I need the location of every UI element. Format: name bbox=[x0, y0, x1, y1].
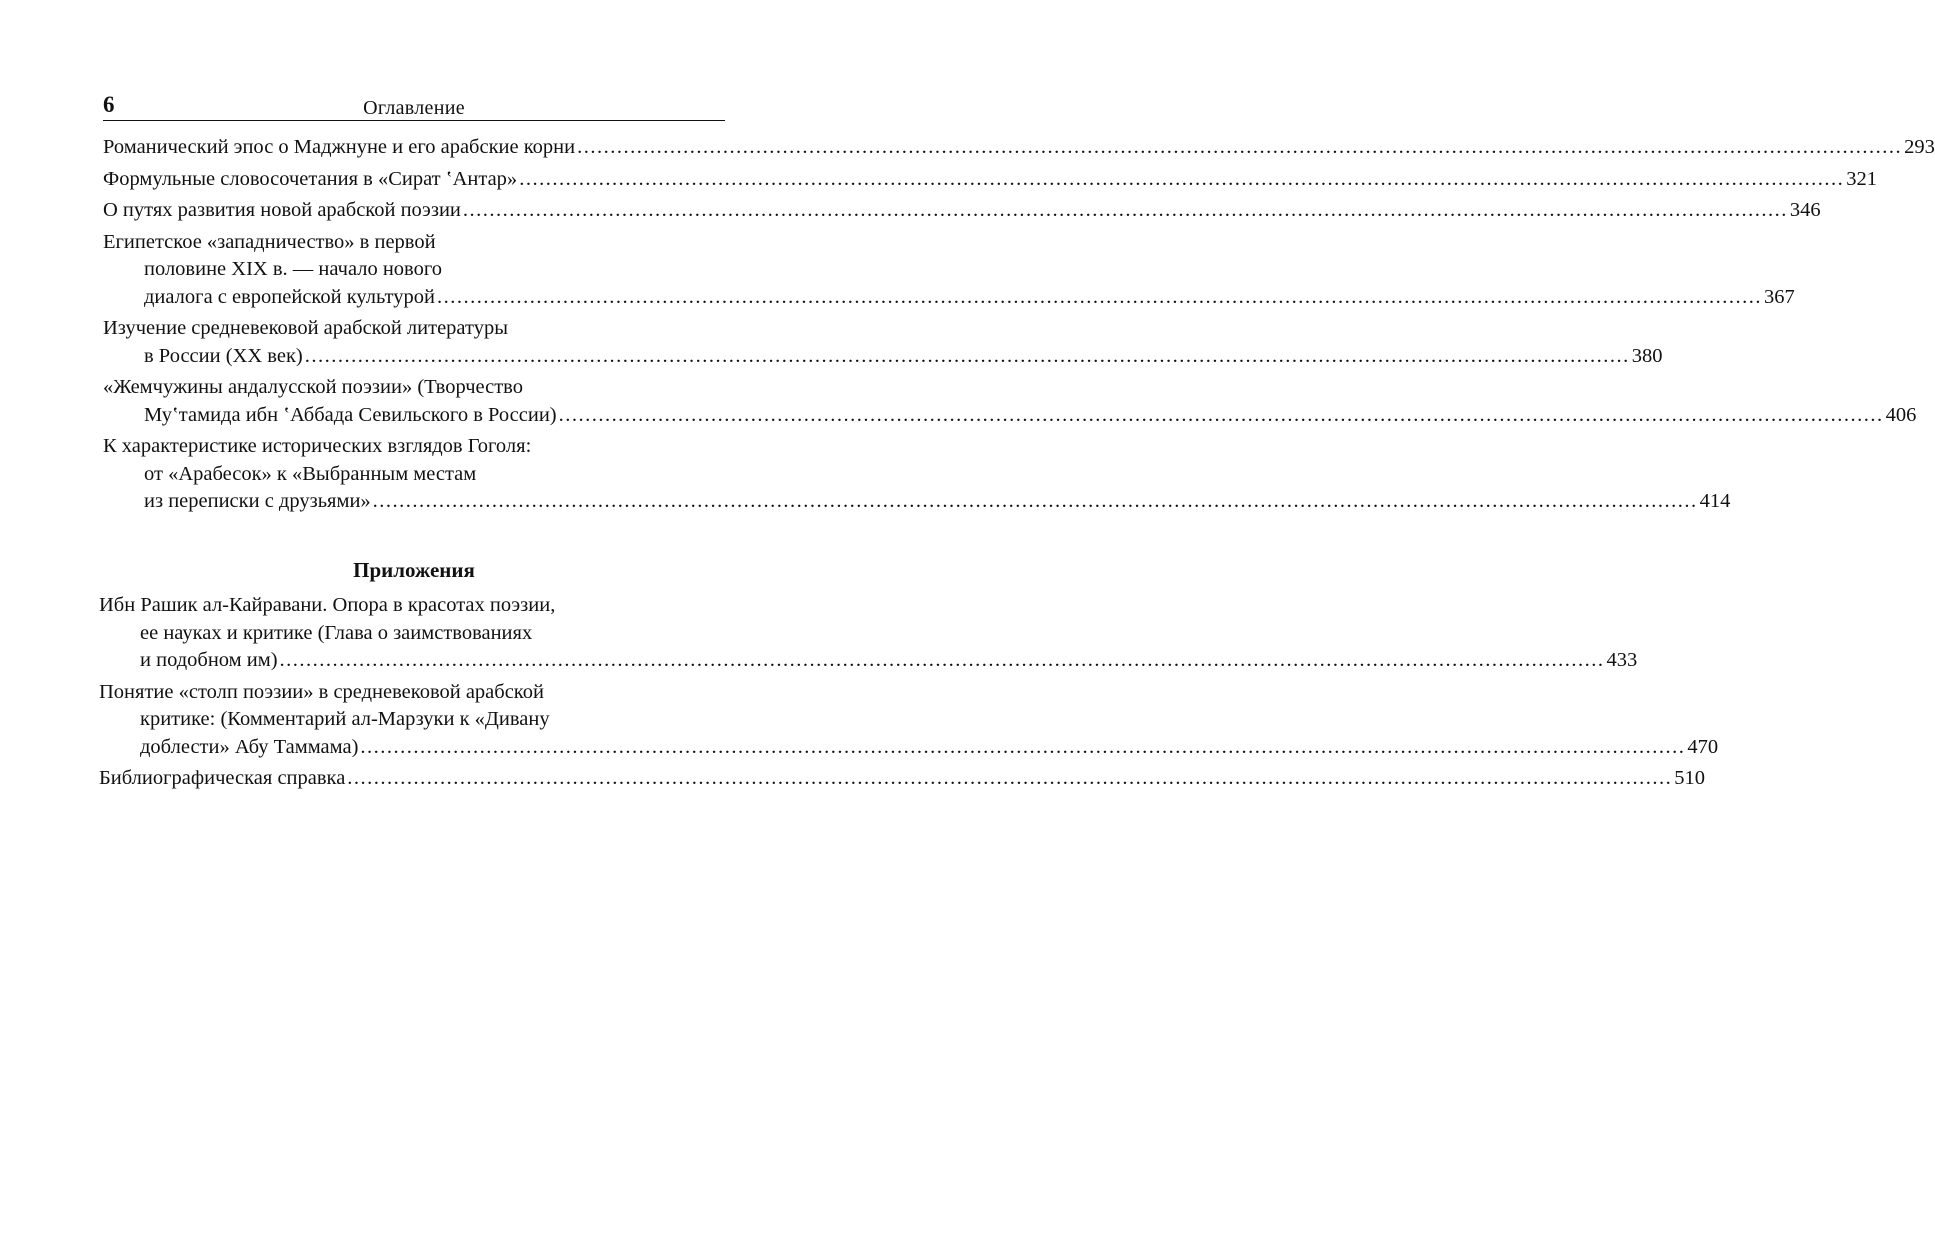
toc-page-number: 470 bbox=[1687, 735, 1719, 758]
toc-page-number: 510 bbox=[1674, 767, 1706, 789]
toc-entry bbox=[103, 315, 1663, 370]
toc-entry-title-line: «Жемчужины андалусской поэзии» (Творчество bbox=[103, 376, 523, 398]
dot-leader: ........................................................................................................................................................................................................ bbox=[577, 136, 1903, 158]
dot-leader: ........................................................................................................................................................................................................ bbox=[519, 167, 1845, 190]
toc-entry-title-line: от «Арабесок» к «Выбранным местам bbox=[144, 462, 477, 485]
toc-page-number: 414 bbox=[1699, 490, 1731, 512]
toc-entry bbox=[103, 197, 1821, 225]
dot-leader: ........................................................................................................................................................................................................ bbox=[360, 735, 1686, 758]
dot-leader: ........................................................................................................................................................................................................ bbox=[279, 649, 1605, 671]
toc-entry-title-line: Изучение средневековой арабской литературы bbox=[103, 317, 508, 339]
toc-page-number: 346 bbox=[1789, 199, 1821, 221]
toc-entry bbox=[103, 229, 1795, 312]
toc-entry-title-line: ее науках и критике (Глава о заимствованиях bbox=[140, 621, 533, 644]
toc-page-number: 380 bbox=[1631, 344, 1663, 367]
dot-leader: ........................................................................................................................................................................................................ bbox=[558, 403, 1884, 426]
toc-entry-title-line: Ибн Рашик ал-Кайравани. Опора в красотах поэзии, bbox=[99, 594, 556, 616]
toc-entry bbox=[99, 679, 1719, 762]
dot-leader: ........................................................................................................................................................................................................ bbox=[304, 344, 1630, 367]
toc-entry-title-line: доблести» Абу Таммама) bbox=[140, 735, 359, 758]
page-number: 6 bbox=[103, 92, 115, 117]
toc-entry bbox=[99, 765, 1706, 793]
toc-entry-title-line: Муʽтамида ибн ʽАббада Севильского в России) bbox=[144, 403, 557, 426]
toc-entry bbox=[103, 166, 1877, 194]
running-title: Оглавление bbox=[363, 97, 465, 119]
dot-leader: ........................................................................................................................................................................................................ bbox=[372, 490, 1698, 512]
section-heading-appendix: Приложения bbox=[353, 558, 475, 582]
toc-entry bbox=[103, 374, 1917, 429]
toc-entry bbox=[99, 592, 1638, 675]
appendix-contents bbox=[99, 592, 1719, 797]
toc-entry-title-line: половине XIX в. — начало нового bbox=[144, 258, 442, 280]
toc-page-number: 433 bbox=[1606, 649, 1638, 671]
dot-leader: ........................................................................................................................................................................................................ bbox=[436, 285, 1762, 308]
toc-entry bbox=[103, 134, 1935, 162]
dot-leader: ........................................................................................................................................................................................................ bbox=[347, 767, 1673, 789]
toc-page-number: 321 bbox=[1846, 167, 1877, 190]
running-head bbox=[103, 92, 725, 121]
toc-entry-title-line: и подобном им) bbox=[140, 649, 278, 671]
toc-entry-title-line: К характеристике исторических взглядов Гоголя: bbox=[103, 435, 532, 457]
toc-entry-title-line: Египетское «западничество» в первой bbox=[103, 230, 436, 253]
dot-leader: ........................................................................................................................................................................................................ bbox=[462, 199, 1788, 221]
toc-page-number: 293 bbox=[1904, 136, 1935, 158]
toc-entry-title-line: Формульные словосочетания в «Сират ʽАнтар» bbox=[103, 167, 518, 190]
toc-entry-title-line: О путях развития новой арабской поэзии bbox=[103, 199, 461, 221]
toc-entry-title-line: Библиографическая справка bbox=[99, 767, 346, 789]
toc-entry-title-line: из переписки с друзьями» bbox=[144, 490, 371, 512]
toc-page-number: 406 bbox=[1885, 403, 1917, 426]
toc-entry-title-line: Понятие «столп поэзии» в средневековой арабской bbox=[99, 680, 544, 703]
toc-entry bbox=[103, 433, 1731, 516]
toc-entry-title-line: в России (XX век) bbox=[144, 344, 303, 367]
toc-page-number: 367 bbox=[1763, 285, 1795, 308]
toc-entry-title-line: критике: (Комментарий ал-Марзуки к «Дивану bbox=[140, 708, 550, 730]
toc-entry-title-line: диалога с европейской культурой bbox=[144, 285, 435, 308]
toc-entry-title-line: Романический эпос о Маджнуне и его арабские корни bbox=[103, 136, 576, 158]
table-of-contents bbox=[103, 134, 1935, 520]
